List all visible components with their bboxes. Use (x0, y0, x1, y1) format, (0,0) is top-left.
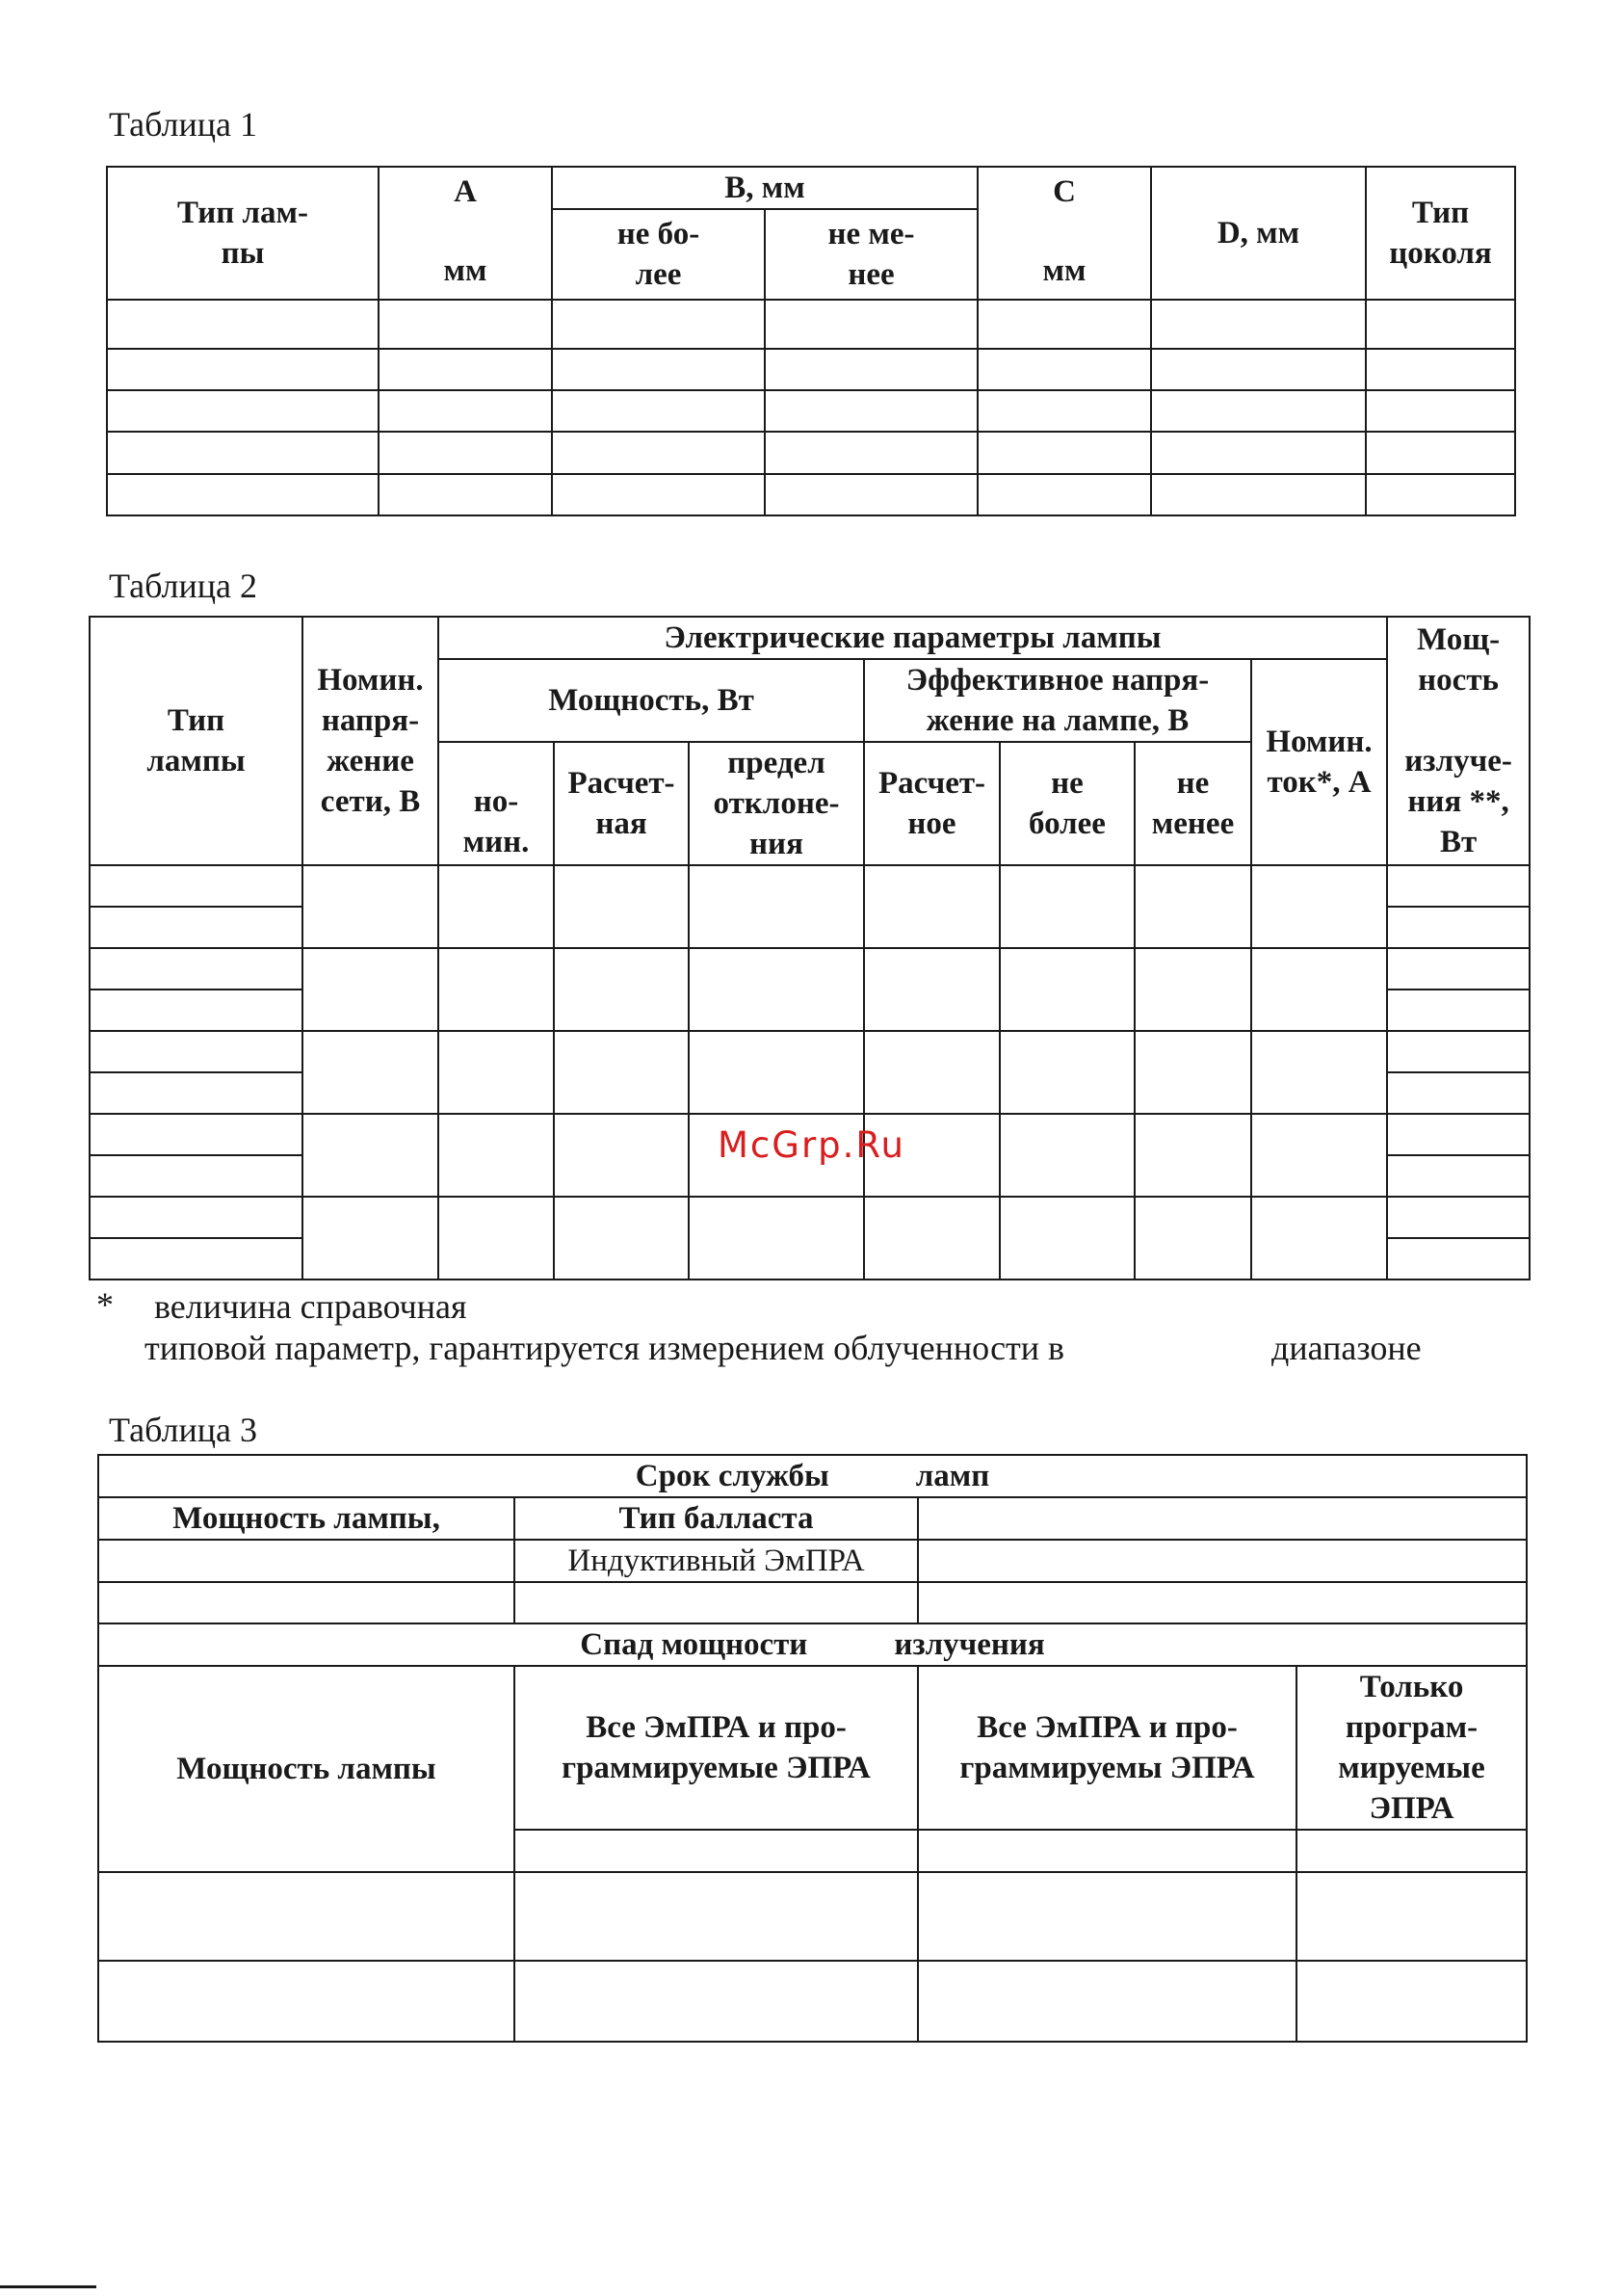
table-cell (302, 948, 438, 1031)
table-row (90, 1197, 1530, 1238)
table-cell (978, 390, 1151, 432)
table-cell (1000, 1197, 1135, 1280)
t2-header-power: Мощность, Вт (438, 659, 864, 742)
table-cell (554, 1197, 689, 1280)
table-cell (379, 390, 552, 432)
table-cell (302, 1114, 438, 1197)
table-cell (90, 1031, 302, 1072)
table-cell (90, 990, 302, 1031)
t1-header-a: А мм (379, 167, 552, 300)
t2-header-voltage-min: не менее (1135, 742, 1251, 865)
table-cell (1251, 865, 1387, 948)
table-cell (1366, 474, 1515, 515)
table-cell (918, 1961, 1296, 2042)
table-row (107, 349, 1515, 390)
table-cell (552, 390, 765, 432)
table-cell (765, 474, 978, 515)
table-cell (918, 1582, 1527, 1623)
table-row (98, 1961, 1527, 2042)
table-cell (107, 349, 379, 390)
t3-decline-header: Спад мощности излучения (98, 1623, 1527, 1666)
table1-caption: Таблица 1 (109, 105, 257, 144)
table-cell (918, 1540, 1527, 1582)
table-cell (379, 432, 552, 474)
t3-lifetime-header: Срок службы ламп (98, 1455, 1527, 1497)
table-cell (379, 300, 552, 349)
table-cell (438, 948, 554, 1031)
table-cell (438, 865, 554, 948)
table2 (89, 616, 1531, 1280)
table-cell (1387, 865, 1530, 907)
table-cell (552, 300, 765, 349)
table-cell (1151, 474, 1366, 515)
table-cell (1387, 907, 1530, 948)
table-cell (1000, 1031, 1135, 1114)
page-edge-mark (0, 2285, 96, 2288)
table-cell (90, 1155, 302, 1197)
t2-header-current: Номин. ток*, А (1251, 659, 1387, 865)
table-row (107, 300, 1515, 349)
table-cell (978, 349, 1151, 390)
table-cell (107, 432, 379, 474)
t2-header-power-limit: предел отклоне- ния (689, 742, 864, 865)
table-cell (1387, 1114, 1530, 1155)
table-cell (765, 349, 978, 390)
table-row (90, 1031, 1530, 1072)
table-cell (552, 432, 765, 474)
table-cell (554, 1031, 689, 1114)
table-cell (1151, 300, 1366, 349)
table-cell (90, 907, 302, 948)
table-cell (765, 390, 978, 432)
table-cell (1000, 1114, 1135, 1197)
table-cell (514, 1582, 918, 1623)
table-cell (765, 300, 978, 349)
table-cell (90, 948, 302, 990)
note-star: * (96, 1285, 114, 1324)
table-cell (438, 1197, 554, 1280)
table-cell (107, 474, 379, 515)
table-cell (514, 1872, 918, 1961)
table-cell (107, 390, 379, 432)
t3-all-empra-prog: Все ЭмПРА и про- граммируемые ЭПРА (514, 1666, 918, 1830)
table-cell (554, 865, 689, 948)
table-cell (978, 432, 1151, 474)
table-row (90, 865, 1530, 907)
t1-header-lamp-type: Тип лам- пы (107, 167, 379, 300)
table-cell (978, 474, 1151, 515)
table-cell (1366, 390, 1515, 432)
table-cell (302, 865, 438, 948)
table-cell (302, 1031, 438, 1114)
t2-header-power-calc: Расчет- ная (554, 742, 689, 865)
table-cell (864, 1197, 1000, 1280)
note-2b: диапазоне (1271, 1329, 1422, 1367)
t2-header-voltage: Эффективное напря- жение на лампе, В (864, 659, 1251, 742)
table-cell (90, 1072, 302, 1114)
table-cell (918, 1497, 1527, 1540)
t3-lamp-power: Мощность лампы (98, 1666, 514, 1872)
table-cell (1387, 1072, 1530, 1114)
table-row (107, 432, 1515, 474)
table-cell (918, 1830, 1296, 1872)
table-cell (379, 349, 552, 390)
table-cell (514, 1830, 918, 1872)
table-cell (514, 1961, 918, 2042)
table-cell (554, 948, 689, 1031)
table-row (107, 474, 1515, 515)
note-1: величина справочная (154, 1287, 467, 1326)
table1 (106, 166, 1516, 516)
table-cell (1387, 1031, 1530, 1072)
table-cell (1296, 1872, 1527, 1961)
t3-ballast-value: Индуктивный ЭмПРА (514, 1540, 918, 1582)
table-cell (1387, 1155, 1530, 1197)
t1-header-b-max: не бо- лее (552, 209, 765, 300)
table-cell (1000, 865, 1135, 948)
table-cell (1387, 990, 1530, 1031)
table-cell (98, 1582, 514, 1623)
table-row (90, 948, 1530, 990)
table3 (97, 1454, 1528, 2043)
table-cell (1296, 1961, 1527, 2042)
table-cell (1251, 1031, 1387, 1114)
table-cell (765, 432, 978, 474)
table-cell (1387, 948, 1530, 990)
t2-header-nominal-voltage: Номин. напря- жение сети, В (302, 617, 438, 865)
table-cell (90, 1114, 302, 1155)
t1-header-d: D, мм (1151, 167, 1366, 300)
table-cell (864, 865, 1000, 948)
table-cell (90, 1197, 302, 1238)
note-2a: типовой параметр, гарантируется измерением облученности в (144, 1329, 1065, 1367)
t1-header-b-min: не ме- нее (765, 209, 978, 300)
t1-header-base: Тип цоколя (1366, 167, 1515, 300)
table-cell (1151, 349, 1366, 390)
table-cell (1151, 390, 1366, 432)
table-cell (918, 1872, 1296, 1961)
table3-caption: Таблица 3 (109, 1411, 257, 1449)
table-cell (98, 1961, 514, 2042)
table-cell (552, 349, 765, 390)
table-cell (438, 1031, 554, 1114)
table-cell (1000, 948, 1135, 1031)
table-cell (1251, 948, 1387, 1031)
table-row (98, 1872, 1527, 1961)
table-cell (689, 1031, 864, 1114)
t2-header-lamp-type: Тип лампы (90, 617, 302, 865)
watermark: McGrp.Ru (718, 1124, 905, 1166)
table-row (107, 390, 1515, 432)
table-cell (302, 1197, 438, 1280)
table-cell (379, 474, 552, 515)
table-cell (90, 865, 302, 907)
table-cell (978, 300, 1151, 349)
table-cell (689, 1197, 864, 1280)
table-cell (1135, 1197, 1251, 1280)
t2-header-voltage-calc: Расчет- ное (864, 742, 1000, 865)
t3-only-prog: Только програм- мируемые ЭПРА (1296, 1666, 1527, 1830)
t2-header-voltage-max: не более (1000, 742, 1135, 865)
table-cell (1151, 432, 1366, 474)
table-cell (107, 300, 379, 349)
table-cell (1135, 865, 1251, 948)
table-cell (98, 1540, 514, 1582)
table-cell (1387, 1238, 1530, 1280)
t3-lamp-power-col: Мощность лампы, (98, 1497, 514, 1540)
table-cell (864, 948, 1000, 1031)
table-cell (438, 1114, 554, 1197)
table-cell (554, 1114, 689, 1197)
t2-header-radiation: Мощ- ность излуче- ния **, Вт (1387, 617, 1530, 865)
t2-header-power-nominal: но- мин. (438, 742, 554, 865)
table-cell (1366, 300, 1515, 349)
table-cell (1135, 1114, 1251, 1197)
table-cell (1387, 1197, 1530, 1238)
table-cell (1366, 432, 1515, 474)
t2-header-electrical: Электрические параметры лампы (438, 617, 1387, 659)
table-cell (1366, 349, 1515, 390)
t1-header-c: С мм (978, 167, 1151, 300)
table-cell (1296, 1830, 1527, 1872)
table-cell (689, 865, 864, 948)
t1-header-b: B, мм (552, 167, 978, 209)
table-cell (1135, 948, 1251, 1031)
t3-all-empra-prog2: Все ЭмПРА и про- граммируемы ЭПРА (918, 1666, 1296, 1830)
table-cell (1251, 1114, 1387, 1197)
table-cell (689, 948, 864, 1031)
table-cell (864, 1031, 1000, 1114)
table2-caption: Таблица 2 (109, 567, 257, 605)
table-cell (1251, 1197, 1387, 1280)
t3-ballast-type: Тип балласта (514, 1497, 918, 1540)
table-cell (98, 1872, 514, 1961)
table-cell (1135, 1031, 1251, 1114)
table-cell (90, 1238, 302, 1280)
table-cell (552, 474, 765, 515)
